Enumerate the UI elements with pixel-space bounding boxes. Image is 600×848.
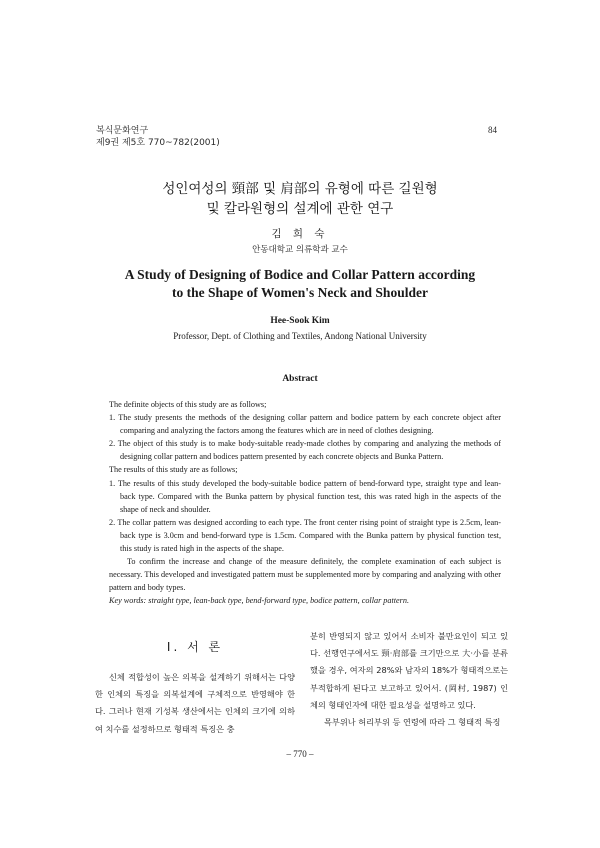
english-affiliation: Professor, Dept. of Clothing and Textiles, Andong National University bbox=[173, 331, 427, 341]
korean-affiliation: 안동대학교 의류학과 교수 bbox=[252, 245, 348, 255]
english-author: Hee-Sook Kim bbox=[270, 316, 330, 326]
english-title-line2: to the Shape of Women's Neck and Shoulder bbox=[172, 285, 428, 300]
body-paragraph-continued: 분히 반영되지 않고 있어서 소비자 불만요인이 되고 있다. 선행연구에서도 頸·肩部를 크기만으로 大·小를 분류했을 경우, 여자의 28%와 남자의 18%가 형태적으로는 부적합하게 된다고 보고하고 있어서. (岡村, 1987) 인체의 형태인자에 대한 필요성을 설명하고 있다. bbox=[310, 631, 508, 710]
korean-title-line2: 및 칼라원형의 설계에 관한 연구 bbox=[206, 201, 394, 217]
left-column bbox=[95, 638, 295, 738]
abstract-object-1: 1. The study presents the methods of the designing collar pattern and bodice pattern by each concrete object after comparing and analyzing the factors among the features which are in need of clothes designing. bbox=[109, 413, 501, 436]
footer-page-number: – 770 – bbox=[286, 749, 314, 759]
abstract-keywords: Key words: straight type, lean-back type, bend-forward type, bodice pattern, collar pattern. bbox=[109, 596, 409, 606]
body-paragraph: 목부위나 허리부위 등 연령에 따라 그 형태적 특징 bbox=[324, 717, 501, 728]
english-title-line1: A Study of Designing of Bodice and Collar Pattern according bbox=[124, 267, 476, 282]
korean-title bbox=[0, 179, 600, 219]
right-column bbox=[310, 628, 508, 731]
abstract-conclusion: To confirm the increase and change of the measure definitely, the complete examination of each subject is necessary. This developed and investigated pattern must be supplemented more by comparing and analyzing with other pattern and body types. bbox=[109, 557, 501, 593]
abstract-results-intro: The results of this study are as follows; bbox=[109, 465, 238, 475]
body-paragraph: 신체 적합성이 높은 의복을 설계하기 위해서는 다양한 인체의 특징을 의복설계에 구체적으로 반영해야 한다. 그러나 현재 기성복 생산에서는 인체의 크기에 의하여 치수를 설정하므로 형태적 특징은 충 bbox=[95, 672, 295, 734]
volume-info: 제9권 제5호 770~782(2001) bbox=[96, 138, 220, 148]
abstract-intro: The definite objects of this study are as follows; bbox=[109, 400, 267, 409]
english-title bbox=[0, 266, 600, 302]
abstract-body bbox=[109, 398, 501, 608]
abstract-object-2: 2. The object of this study is to make body-suitable ready-made clothes by comparing and analyzing the methods of designing collar pattern and bodices pattern presented by each concrete objects and Bunka Pattern. bbox=[109, 439, 501, 462]
page-number: 84 bbox=[488, 125, 497, 135]
section-heading-introduction: Ⅰ. 서 론 bbox=[166, 640, 224, 654]
abstract-result-1: 1. The results of this study developed the body-suitable bodice pattern of bend-forward type, straight type and lean-back type. Compared with the Bunka pattern by physical function test, this was rated high in the aspects of the shape of neck and shoulder. bbox=[109, 478, 501, 514]
korean-title-line1: 성인여성의 頸部 및 肩部의 유형에 따른 길원형 bbox=[162, 181, 438, 197]
korean-author: 김 희 숙 bbox=[271, 228, 329, 240]
abstract-heading: Abstract bbox=[282, 374, 318, 384]
journal-name: 복식문화연구 bbox=[96, 126, 149, 136]
journal-header bbox=[96, 125, 220, 149]
abstract-result-2: 2. The collar pattern was designed according to each type. The front center rising point of straight type is 2.5cm, lean-back type is 3.0cm and bend-forward type is 1.5cm. Compared with the Bunka pattern by physical function test, this study is rated high in the aspects of the shape. bbox=[109, 517, 501, 554]
